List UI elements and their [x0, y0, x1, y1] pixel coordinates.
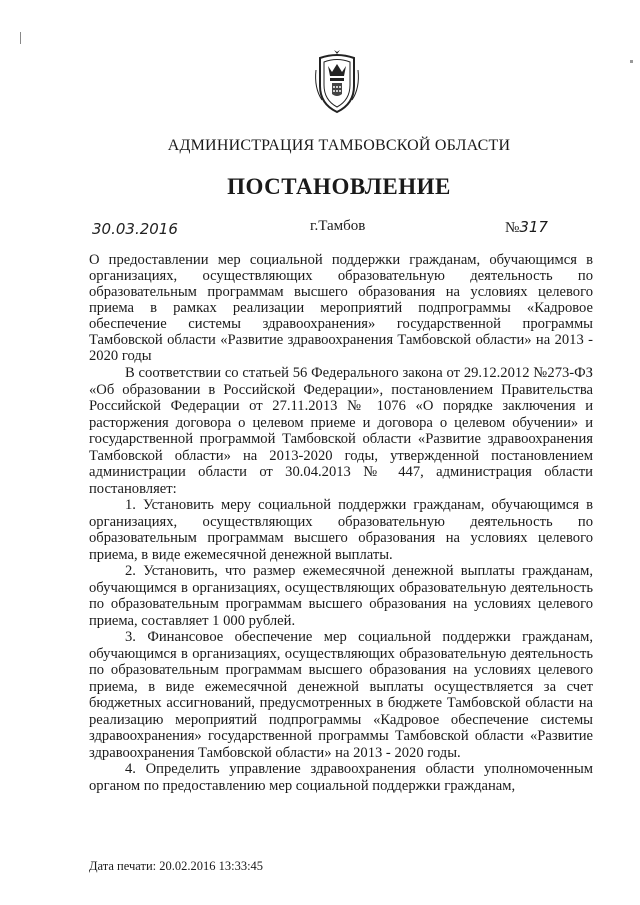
document-number: [505, 218, 548, 237]
number-prefix: №: [505, 220, 520, 236]
coat-of-arms-icon: [312, 50, 362, 114]
print-date: Дата печати: 20.02.2016 13:33:45: [89, 859, 264, 873]
paragraph-item-1: 1. Установить меру социальной поддержки гражданам, обучающимся в организациях, осуществляющих образовательную деятельность по образовательным программам высшего образования на условиях целевого приема, в виде ежемесячной денежной выплаты.: [89, 497, 593, 563]
document-type: ПОСТАНОВЛЕНИЕ: [227, 174, 451, 199]
document-city: г.Тамбов: [310, 218, 366, 234]
scan-mark: [20, 32, 25, 44]
organization-name: АДМИНИСТРАЦИЯ ТАМБОВСКОЙ ОБЛАСТИ: [167, 137, 511, 154]
document-body: [89, 365, 593, 794]
document-date: 30.03.2016: [92, 220, 178, 238]
number-value: 317: [519, 218, 548, 236]
document-title: О предоставлении мер социальной поддержки гражданам, обучающимся в организациях, осуществляющих образовательную деятельность по образовательным программам высшего образования на условиях целевого приема в рамках реализации мероприятий подпрограммы «Кадровое обеспечение системы здравоохранения» государственной программы Тамбовской области «Развитие здравоохранения Тамбовской области» на 2013 - 2020 годы: [89, 252, 593, 364]
paragraph-preamble: В соответствии со статьей 56 Федерального закона от 29.12.2012 №273-ФЗ «Об образовании в Российской Федерации», постановлением Правительства Российской Федерации от 27.11.2013 № 1076 «О порядке заключения и расторжения договора о целевом приеме и договора о целевом обучении» и государственной программой Тамбовской области «Развитие здравоохранения Тамбовской области» на 2013-2020 годы, утвержденной постановлением администрации области от 30.04.2013 № 447, администрация области постановляет:: [89, 365, 593, 497]
scan-dot: [630, 60, 633, 63]
paragraph-item-4: 4. Определить управление здравоохранения области уполномоченным органом по предоставлению мер социальной поддержки гражданам,: [89, 761, 593, 794]
paragraph-item-2: 2. Установить, что размер ежемесячной денежной выплаты гражданам, обучающимся в организациях, осуществляющих образовательную деятельность по образовательным программам высшего образования на условиях целевого приема, составляет 1 000 рублей.: [89, 563, 593, 629]
paragraph-item-3: 3. Финансовое обеспечение мер социальной поддержки гражданам, обучающимся в организациях, осуществляющих образовательную деятельность по образовательным программам высшего образования на условиях целевого приема, в виде ежемесячной денежной выплаты осуществляется за счет бюджетных ассигнований, предусмотренных в бюджете Тамбовской области на реализацию мероприятий подпрограммы «Кадровое обеспечение системы здравоохранения» государственной программы Тамбовской области «Развитие здравоохранения Тамбовской области» на 2013 - 2020 годы.: [89, 629, 593, 761]
